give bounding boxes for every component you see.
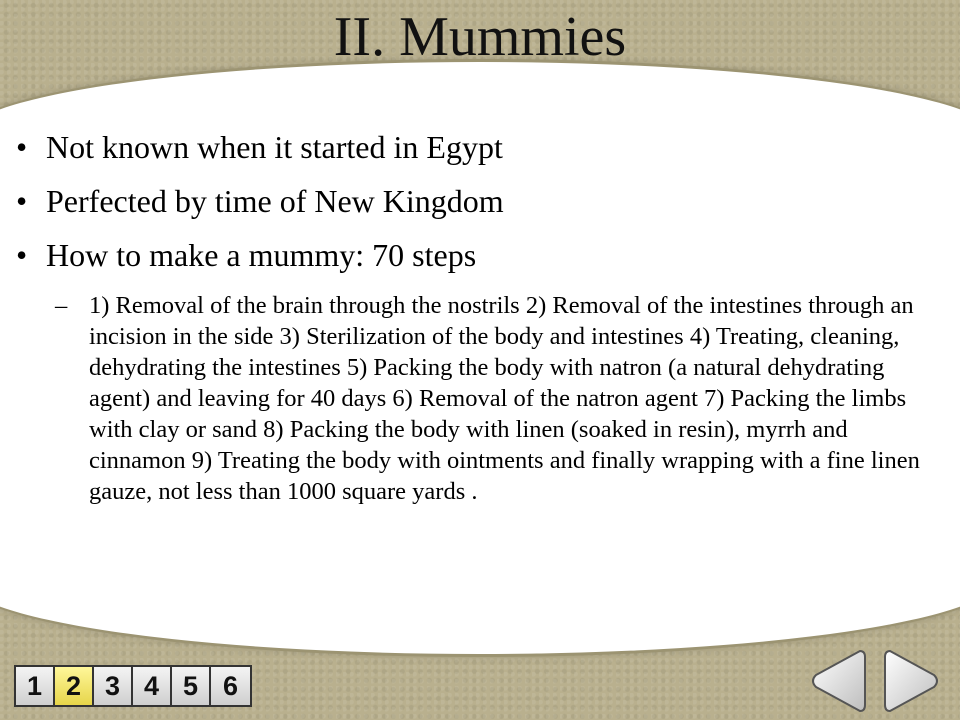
- left-triangle-arrow-icon: [808, 647, 866, 715]
- sub-bullet: [57, 290, 947, 507]
- previous-slide-button[interactable]: [808, 647, 866, 715]
- bullet-item: [16, 182, 951, 220]
- bullet-item: [16, 236, 951, 274]
- bullet-list: [16, 128, 951, 290]
- bullet-dot-icon: •: [16, 129, 28, 165]
- page-button-3[interactable]: 3: [94, 667, 133, 705]
- bullet-dot-icon: •: [16, 183, 28, 219]
- slide-title: II. Mummies: [333, 6, 627, 68]
- sub-bullet-text: 1) Removal of the brain through the nostrils 2) Removal of the intestines through an incision in the side 3) Sterilization of the body and intestines 4) Treating, cleaning, dehydrating the intestines 5) Packing the body with natron (a natural dehydrating agent) and leaving for 40 days 6) Removal of the natron agent 7) Packing the limbs with clay or sand 8) Packing the body with linen (soaked in resin), myrrh and cinnamon 9) Treating the body with ointments and finally wrapping with a fine linen gauze, not less than 1000 square yards .: [89, 292, 920, 505]
- right-triangle-arrow-icon: [884, 647, 942, 715]
- bullet-text: Perfected by time of New Kingdom: [46, 183, 504, 219]
- page-button-6[interactable]: 6: [211, 667, 250, 705]
- bullet-dot-icon: •: [16, 237, 28, 273]
- bullet-text: Not known when it started in Egypt: [46, 129, 503, 165]
- bullet-item: [16, 128, 951, 166]
- page-number-nav: [14, 665, 252, 707]
- dash-icon: –: [55, 292, 68, 319]
- page-button-1[interactable]: 1: [16, 667, 55, 705]
- page-button-4[interactable]: 4: [133, 667, 172, 705]
- next-slide-button[interactable]: [884, 647, 942, 715]
- page-button-2[interactable]: 2: [55, 667, 94, 705]
- bullet-text: How to make a mummy: 70 steps: [46, 237, 477, 273]
- page-button-5[interactable]: 5: [172, 667, 211, 705]
